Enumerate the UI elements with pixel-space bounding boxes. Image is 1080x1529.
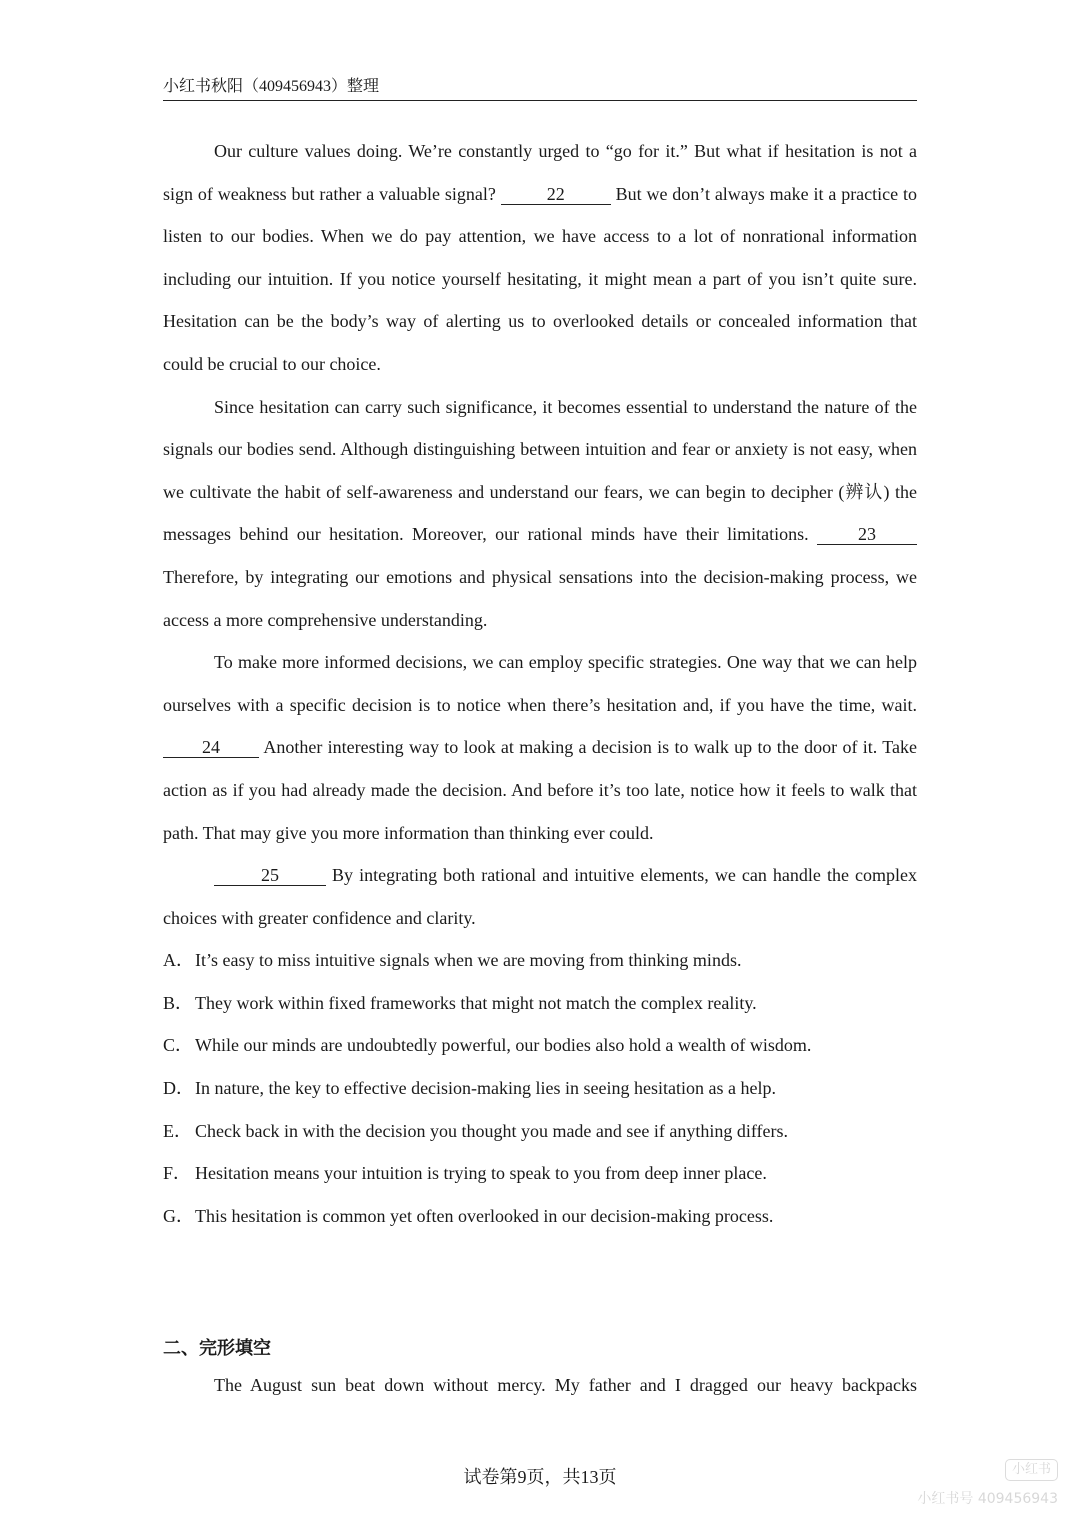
option-a bbox=[163, 939, 917, 982]
blank-24: 24 bbox=[163, 737, 259, 758]
option-letter: A． bbox=[163, 950, 194, 971]
option-letter: F． bbox=[163, 1163, 192, 1184]
option-text: Hesitation means your intuition is trying to speak to you from deep inner place. bbox=[195, 1163, 767, 1184]
p1-after: But we don’t always make it a practice to listen to our bodies. When we do pay attention, we have access to a lot of nonrational information including our intuition. If you notice yourself hesitating, it might mean a part of you isn’t quite sure. Hesitation can be the body’s way of alerting us to overlooked details or concealed information that could be crucial to our choice. bbox=[163, 183, 918, 374]
passage-paragraph-4 bbox=[163, 854, 917, 939]
p2-after: Therefore, by integrating our emotions and physical sensations into the decision-making process, we access a more comprehensive understanding. bbox=[163, 566, 917, 630]
p4-after: By integrating both rational and intuitive elements, we can handle the complex choices with greater confidence and clarity. bbox=[163, 865, 917, 928]
option-letter: B． bbox=[163, 992, 194, 1013]
section-title: 二、完形填空 bbox=[163, 1338, 271, 1359]
blank-23: 23 bbox=[817, 524, 917, 545]
option-letter: C． bbox=[163, 1035, 194, 1056]
page-number: 试卷第9页，共13页 bbox=[463, 1467, 617, 1487]
blank-22: 22 bbox=[501, 184, 611, 205]
passage-paragraph-1 bbox=[163, 130, 917, 386]
option-d bbox=[163, 1067, 917, 1110]
option-text: Check back in with the decision you thought you made and see if anything differs. bbox=[195, 1120, 789, 1141]
option-letter: E． bbox=[163, 1120, 192, 1141]
option-f bbox=[163, 1152, 917, 1195]
watermark-logo: 小红书 bbox=[1005, 1459, 1058, 1481]
blank-25: 25 bbox=[214, 865, 326, 886]
p3-after: Another interesting way to look at making a decision is to walk up to the door of it. Take action as if you had already made the decision. And before it’s too late, notice how it feels to walk that path. That may give you more information than thinking ever could. bbox=[163, 737, 917, 843]
passage-paragraph-2 bbox=[163, 386, 917, 642]
option-e bbox=[163, 1110, 917, 1153]
reading-passage bbox=[163, 130, 917, 1237]
option-text: This hesitation is common yet often overlooked in our decision-making process. bbox=[195, 1205, 774, 1226]
cloze-first-line: The August sun beat down without mercy. My father and I dragged our heavy backpacks bbox=[214, 1375, 917, 1395]
p2-before: Since hesitation can carry such significance, it becomes essential to understand the nature of the signals our bodies send. Although distinguishing between intuition and fear or anxiety is not easy, when we cultivate the habit of self-awareness and understand our fears, we can begin to decipher (辨认) the messages behind our hesitation. Moreover, our rational minds have their limitations. bbox=[163, 396, 917, 545]
option-letter: D． bbox=[163, 1078, 194, 1099]
header-title: 小红书秋阳（409456943）整理 bbox=[163, 78, 380, 95]
option-b bbox=[163, 982, 917, 1025]
option-text: They work within fixed frameworks that might not match the complex reality. bbox=[195, 992, 757, 1013]
watermark bbox=[917, 1459, 1058, 1509]
p3-before: To make more informed decisions, we can employ specific strategies. One way that we can help ourselves with a specific decision is to notice when there’s hesitation and, if you have the time, wait. bbox=[163, 652, 917, 715]
p1-before: Our culture values doing. We’re constantly urged to “go for it.” But what if hesitation is not a sign of weakness but rather a valuable signal? bbox=[163, 141, 917, 204]
option-text: In nature, the key to effective decision-making lies in seeing hesitation as a help. bbox=[195, 1078, 776, 1099]
option-c bbox=[163, 1024, 917, 1067]
passage-paragraph-3 bbox=[163, 641, 917, 854]
answer-options bbox=[163, 939, 917, 1237]
watermark-text: 小红书号 409456943 bbox=[917, 1491, 1058, 1507]
option-letter: G． bbox=[163, 1205, 194, 1226]
page-header bbox=[163, 76, 917, 101]
option-g bbox=[163, 1195, 917, 1238]
option-text: While our minds are undoubtedly powerful, our bodies also hold a wealth of wisdom. bbox=[195, 1035, 812, 1056]
option-text: It’s easy to miss intuitive signals when we are moving from thinking minds. bbox=[195, 950, 742, 971]
